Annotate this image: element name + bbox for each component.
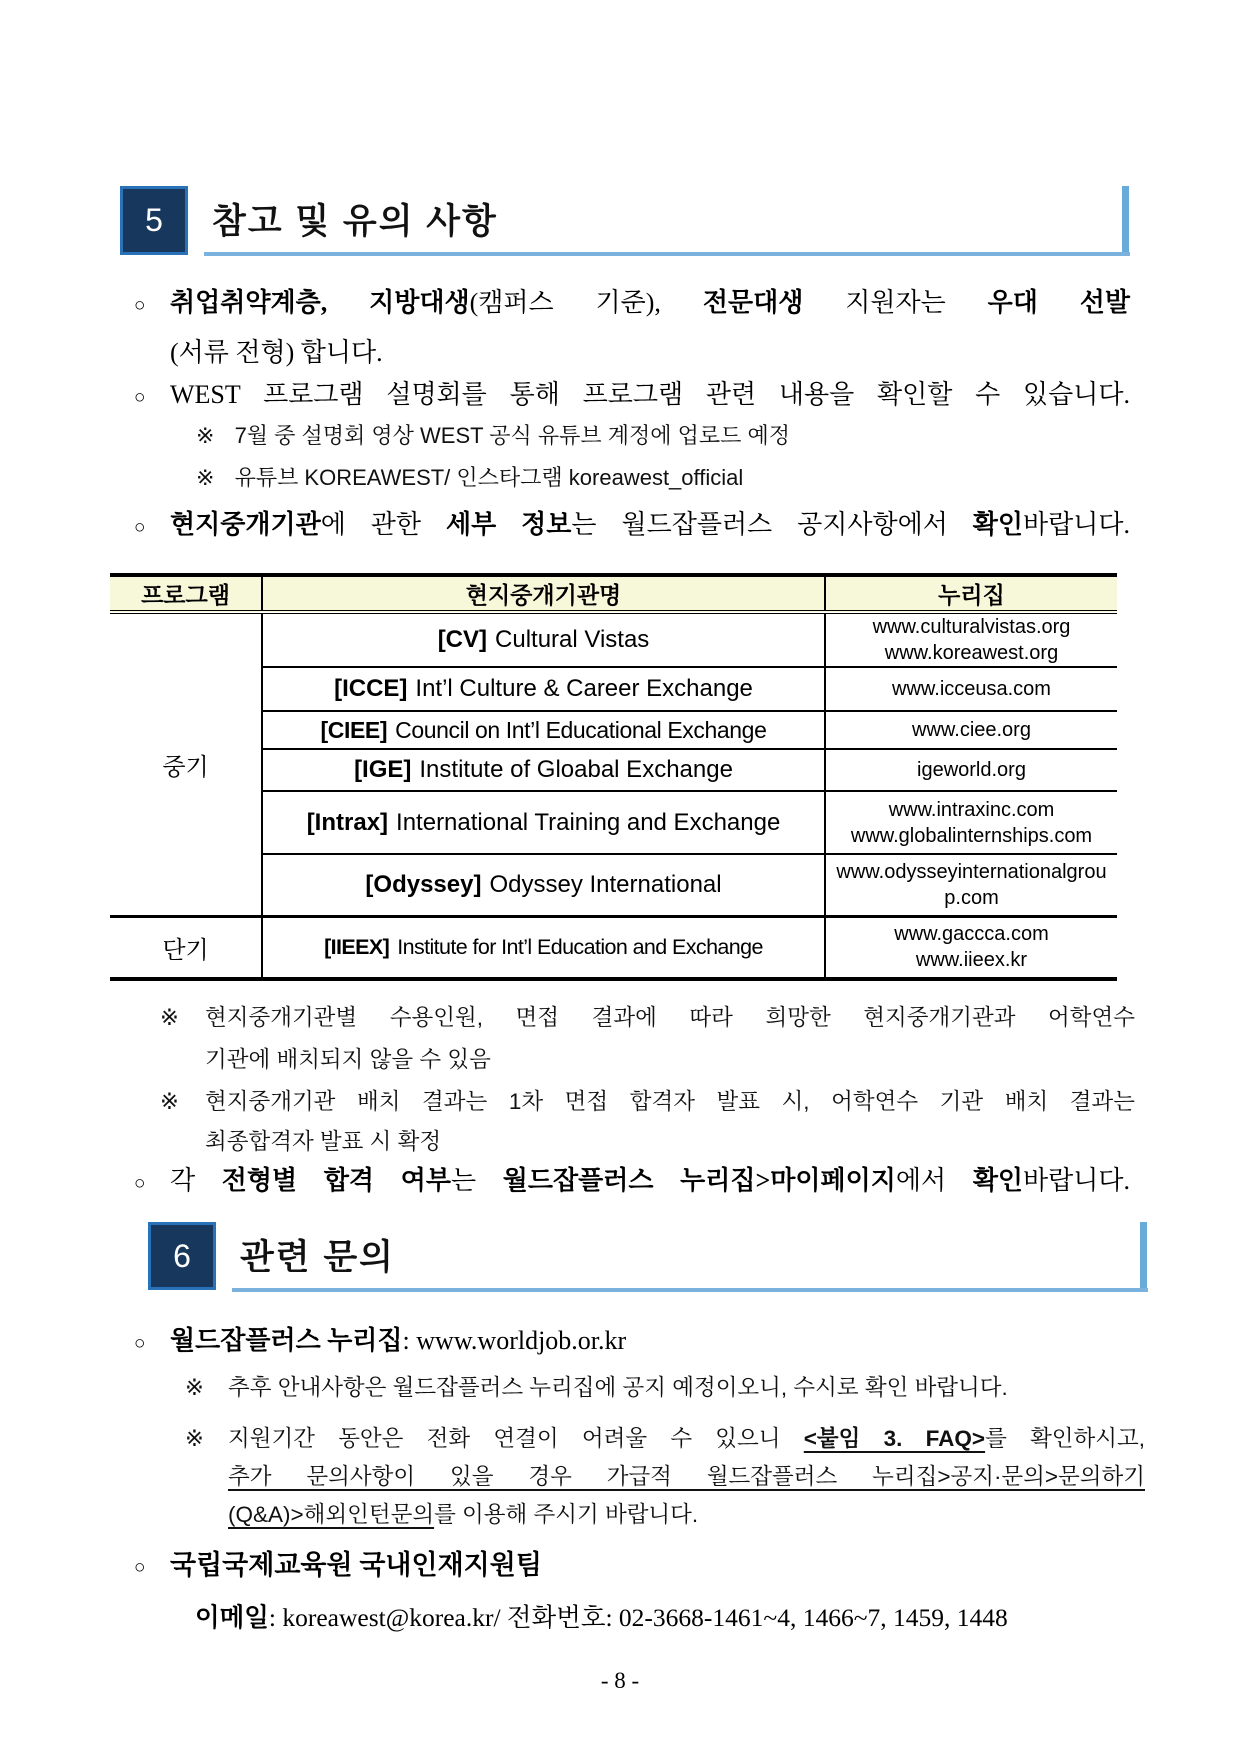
- section-5-number-box: [120, 186, 188, 255]
- agency-name: [IIEEX] Institute for Int’l Education and Exchange: [262, 916, 825, 979]
- section-5-end-bar: [1122, 186, 1129, 252]
- note-faq-inquiry: [185, 1420, 1145, 1534]
- section-5-title: 참고 및 유의 사항: [212, 202, 498, 241]
- note-marker: ※: [160, 1005, 179, 1030]
- agency-urls: igeworld.org: [825, 749, 1117, 791]
- agency-table-header-row: [110, 575, 1117, 612]
- note-future-announcements: [185, 1372, 1145, 1404]
- bullet-marker: ○: [134, 517, 146, 538]
- agency-urls: www.ciee.org: [825, 711, 1117, 749]
- agency-table: [110, 573, 1117, 981]
- bullet-info-session-text: WEST 프로그램 설명회를 통해 프로그램 관련 내용을 확인할 수 있습니다.: [170, 380, 1130, 409]
- table-note-results-line1: 현지중개기관 배치 결과는 1차 면접 합격자 발표 시, 어학연수 기관 배치 결과는: [205, 1089, 1135, 1114]
- bullet-agency-info: ○ 현지중개기관에 관한 세부 정보는 월드잡플러스 공지사항에서 확인바랍니다.: [132, 500, 1130, 550]
- note-faq-line2: 추가 문의사항이 있을 경우 가급적 월드잡플러스 누리집>공지·문의>문의하기: [228, 1464, 1145, 1489]
- note-faq-line3: (Q&A)>해외인턴문의를 이용해 주시기 바랍니다.: [228, 1502, 699, 1527]
- col-header-website: 누리집: [825, 575, 1117, 612]
- bullet-marker: ○: [134, 1173, 146, 1194]
- faq-attachment-ref: <붙임 3. FAQ>: [803, 1426, 986, 1451]
- section-6-number: 6: [173, 1237, 191, 1274]
- bullet-marker: ○: [134, 1333, 146, 1354]
- program-cell-short: 단기: [110, 916, 262, 979]
- bullet-marker: ○: [134, 387, 146, 408]
- table-row: [110, 612, 1117, 667]
- section-6-rule: [232, 1288, 1148, 1292]
- note-youtube-upload-text: 7월 중 설명회 영상 WEST 공식 유튜브 계정에 업로드 예정: [234, 423, 791, 448]
- note-faq-line1: 지원기간 동안은 전화 연결이 어려울 수 있으니 <붙임 3. FAQ>를 확인하시고,: [228, 1426, 1145, 1451]
- contact-line: 이메일: koreawest@korea.kr/ 전화번호: 02-3668-1461~4, 1466~7, 1459, 1448: [195, 1603, 1008, 1632]
- agency-name: [IGE] Institute of Gloabal Exchange: [262, 749, 825, 791]
- agency-urls: www.odysseyinternationalgroup.com: [825, 854, 1117, 916]
- agency-name: [Intrax] International Training and Exchange: [262, 791, 825, 854]
- note-marker: ※: [185, 1426, 204, 1451]
- section-6-title: 관련 문의: [240, 1238, 395, 1277]
- bullet-priority-line2: (서류 전형) 합니다.: [170, 338, 383, 367]
- bullet-marker: ○: [134, 1557, 146, 1578]
- note-sns-accounts: [196, 463, 743, 493]
- section-6-end-bar: [1140, 1222, 1147, 1288]
- col-header-agency-name: 현지중개기관명: [262, 575, 825, 612]
- agency-urls: www.gaccca.com www.iieex.kr: [825, 916, 1117, 979]
- note-marker: ※: [185, 1375, 204, 1400]
- agency-urls: www.icceusa.com: [825, 667, 1117, 711]
- agency-name: [Odyssey] Odyssey International: [262, 854, 825, 916]
- bullet-result-check: ○ 각 전형별 합격 여부는 월드잡플러스 누리집>마이페이지에서 확인바랍니다.: [132, 1156, 1130, 1206]
- note-sns-accounts-text: 유튜브 KOREAWEST/ 인스타그램 koreawest_official: [234, 465, 744, 490]
- niied-team-name: 국립국제교육원 국내인재지원팀: [170, 1550, 542, 1580]
- note-future-announcements-text: 추후 안내사항은 월드잡플러스 누리집에 공지 예정이오니, 수시로 확인 바랍니다.: [228, 1375, 1008, 1400]
- program-cell-mid: 중기: [162, 753, 209, 781]
- bullet-marker: ○: [134, 295, 146, 316]
- section-5-number: 5: [145, 202, 163, 238]
- bullet-priority-selection: [132, 278, 1130, 378]
- bullet-info-session: [132, 370, 1130, 420]
- col-header-program: 프로그램: [110, 575, 262, 612]
- table-note-results-line2: 최종합격자 발표 시 확정: [205, 1129, 442, 1154]
- agency-urls: www.culturalvistas.org www.koreawest.org: [872, 616, 1071, 664]
- note-marker: ※: [160, 1089, 179, 1114]
- table-row: [110, 916, 1117, 979]
- table-note-placement: [160, 997, 1135, 1081]
- agency-name: [CV] Cultural Vistas: [262, 612, 825, 667]
- note-marker: ※: [196, 423, 215, 448]
- table-row: [110, 711, 1117, 749]
- page-number: - 8 -: [600, 1668, 640, 1693]
- table-note-results: [160, 1082, 1135, 1162]
- section-6-number-box: [148, 1222, 216, 1290]
- note-marker: ※: [196, 465, 215, 490]
- note-youtube-upload: [196, 421, 790, 451]
- contact-details: : koreawest@korea.kr/ 전화번호: 02-3668-1461~4, 1466~7, 1459, 1448: [268, 1603, 1008, 1632]
- agency-name: [ICCE] Int’l Culture & Career Exchange: [262, 667, 825, 711]
- bullet-niied-team: [132, 1540, 1130, 1590]
- section-5-rule: [204, 252, 1130, 256]
- table-note-placement-line2: 기관에 배치되지 않을 수 있음: [205, 1047, 491, 1072]
- table-row: [110, 854, 1117, 916]
- bullet-priority-line1: 취업취약계층, 지방대생(캠퍼스 기준), 전문대생 지원자는 우대 선발: [170, 288, 1131, 317]
- table-row: [110, 667, 1117, 711]
- worldjob-url: : www.worldjob.or.kr: [402, 1326, 627, 1355]
- table-row: [110, 791, 1117, 854]
- table-row: [110, 749, 1117, 791]
- table-note-placement-line1: 현지중개기관별 수용인원, 면접 결과에 따라 희망한 현지중개기관과 어학연수: [205, 1005, 1135, 1030]
- agency-name: [CIEE] Council on Int’l Educational Exchange: [262, 711, 825, 749]
- agency-urls: www.intraxinc.com www.globalinternships.com: [825, 791, 1117, 854]
- bullet-worldjob-site: ○ 월드잡플러스 누리집: www.worldjob.or.kr: [132, 1316, 1130, 1366]
